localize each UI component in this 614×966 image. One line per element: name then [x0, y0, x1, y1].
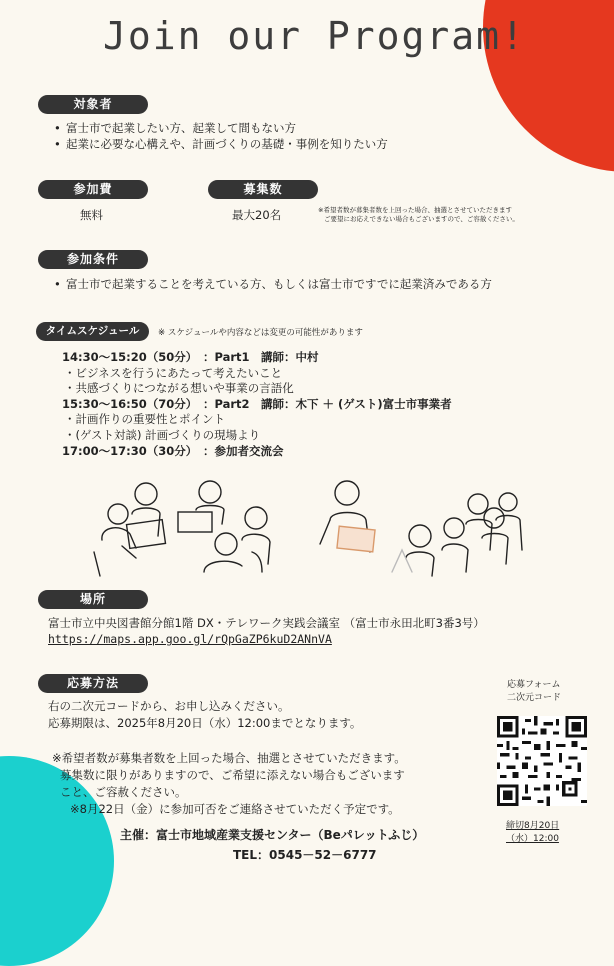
conditions-list [52, 276, 492, 292]
capacity-note: ※希望者数が募集者数を上回った場合、抽選とさせていただきます ご要望にお応えできない場合もございますので、ご容赦ください。 [318, 206, 519, 223]
apply-note1: ※希望者数が募集者数を上回った場合、抽選とさせていただきます。 [52, 751, 406, 765]
map-link[interactable]: https://maps.app.goo.gl/rQpGaZP6kuD2ANnVA [48, 632, 332, 646]
section-label-apply: 応募方法 [38, 674, 148, 693]
organizer: 主催：富士市地域産業支援センター（Beパレットふじ） [120, 828, 425, 842]
section-label-capacity: 募集数 [208, 180, 318, 199]
schedule-subitem: ・(ゲスト対談) 計画づくりの現場より [64, 427, 261, 442]
section-label-schedule: タイムスケジュール [36, 322, 149, 341]
page-title: Join our Program! [103, 14, 526, 58]
deadline-line1: 締切8月20日 [506, 821, 560, 831]
qr-caption-1: 応募フォーム [507, 680, 561, 690]
fee-value: 無料 [80, 208, 103, 222]
apply-note2: 募集数に限りがありますので、ご希望に添えない場合もございます [60, 768, 405, 782]
apply-line1: 右の二次元コードから、お申し込みください。 [48, 699, 290, 713]
deadline-line2: （水）12:00 [506, 834, 559, 844]
section-label-fee: 参加費 [38, 180, 148, 199]
people-illustration [92, 480, 552, 580]
schedule-list [62, 350, 452, 459]
list-item: • 富士市で起業したい方、起業して間もない方 [52, 120, 388, 136]
schedule-note: ※ スケジュールや内容などは変更の可能性があります [158, 328, 363, 338]
section-label-venue: 場所 [38, 590, 148, 609]
venue-address: 富士市立中央図書館分館1階 DX・テレワーク実践会議室 （富士市永田北町3番3号） [48, 616, 485, 630]
qr-code[interactable] [497, 716, 587, 806]
list-item: • 起業に必要な心構えや、計画づくりの基礎・事例を知りたい方 [52, 136, 388, 152]
apply-line2: 応募期限は、2025年8月20日（水）12:00までとなります。 [48, 716, 362, 730]
list-item: • 富士市で起業することを考えている方、もしくは富士市ですでに起業済みである方 [52, 276, 492, 292]
section-label-conditions: 参加条件 [38, 250, 148, 269]
telephone: TEL：0545－52－6777 [233, 848, 377, 862]
schedule-subitem: ・共感づくりにつながる想いや事業の言語化 [64, 381, 294, 396]
target-list [52, 120, 388, 152]
schedule-subitem: ・ビジネスを行うにあたって考えたいこと [64, 365, 283, 380]
section-label-target: 対象者 [38, 95, 148, 114]
apply-note3: こと、ご容赦ください。 [60, 785, 187, 799]
schedule-row: 17:00〜17:30（30分） ：参加者交流会 [62, 443, 284, 458]
schedule-row: 14:30〜15:20（50分） ：Part1 講師：中村 [62, 350, 319, 364]
schedule-row: 15:30〜16:50（70分） ：Part2 講師：木下 ＋ (ゲスト)富士市事業者 [62, 396, 452, 411]
schedule-subitem: ・計画作りの重要性とポイント [64, 412, 225, 427]
apply-note4: ※8月22日（金）に参加可否をご連絡させていただく予定です。 [70, 802, 400, 816]
qr-caption-2: 二次元コード [507, 693, 562, 703]
capacity-value: 最大20名 [232, 208, 282, 222]
